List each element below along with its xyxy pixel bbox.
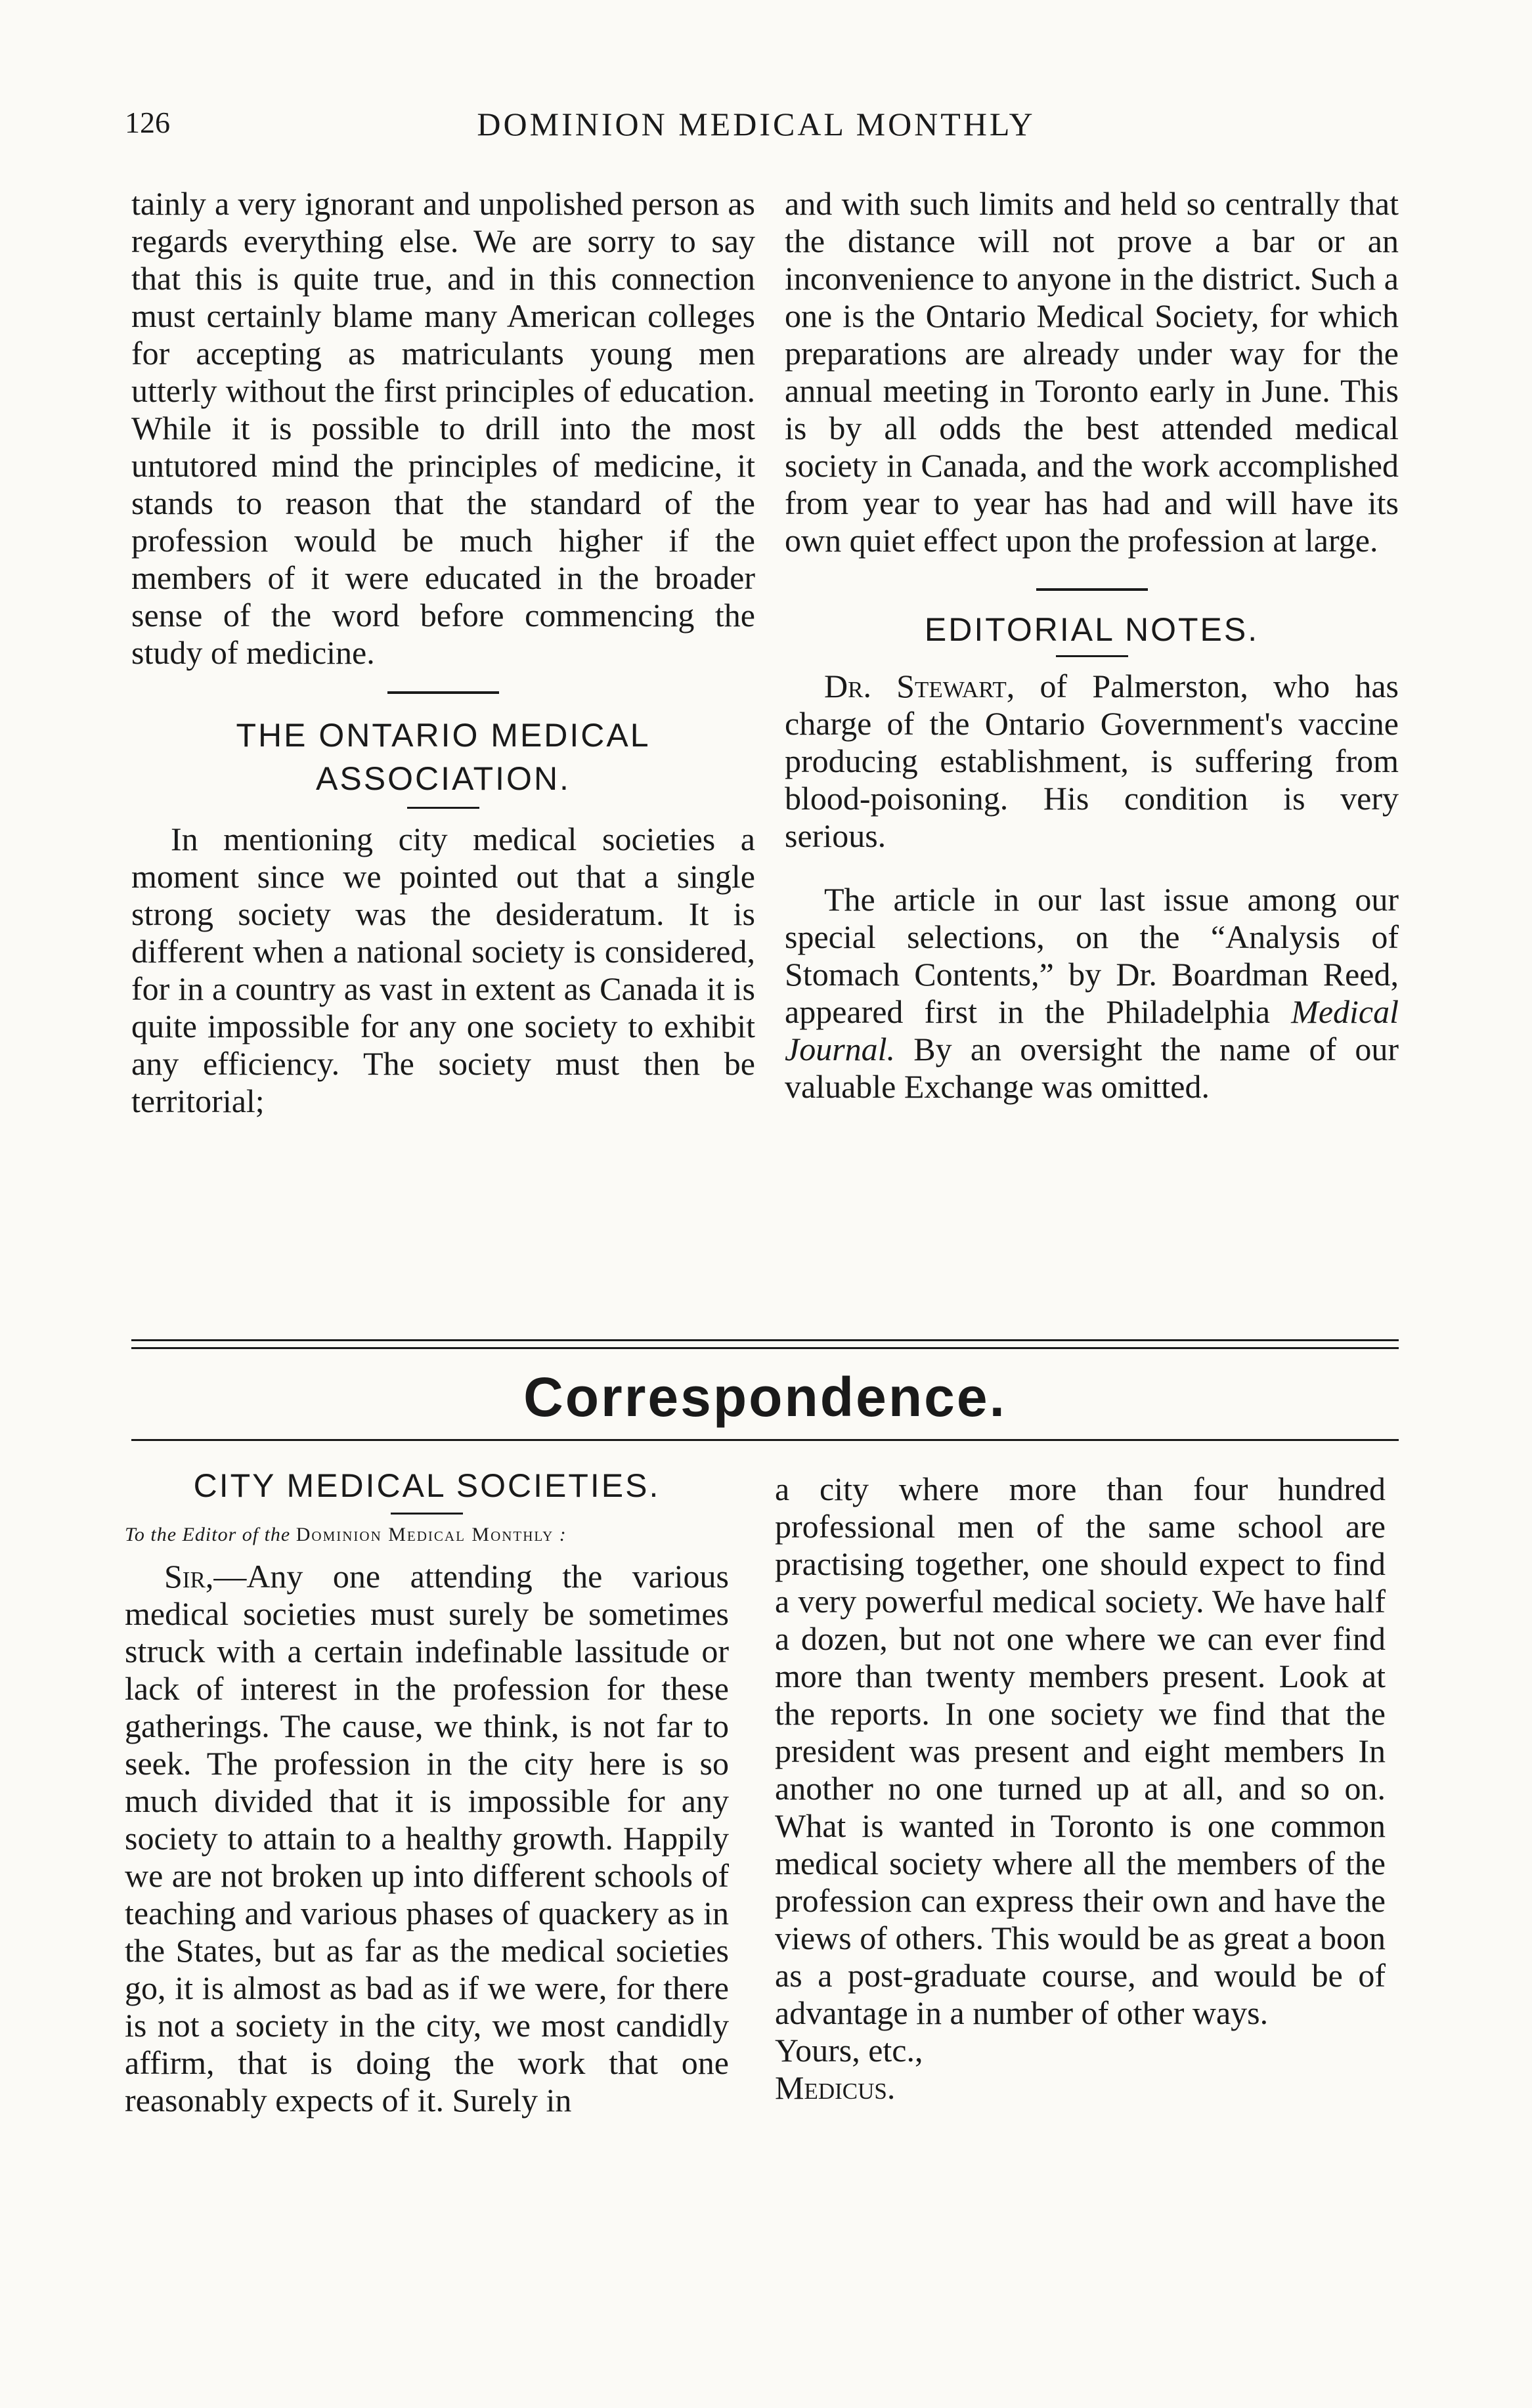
association-paragraph: In mentioning city medical societies a moment since we pointed out that a single strong society was the desideratum. It is different when a national society is considered, for in a country as vast in extent as Canada it is quite impossible for any one society to exhibit any efficiency. The society must then be territorial; — [131, 821, 755, 1119]
section-divider — [387, 691, 499, 694]
top-right-column — [785, 185, 1399, 1106]
title-underline — [1056, 655, 1128, 657]
editorial-note-2 — [785, 881, 1399, 1106]
letter-body-left — [125, 1558, 729, 2119]
title-underline — [391, 1513, 463, 1515]
running-title: DOMINION MEDICAL MONTHLY — [477, 106, 1036, 142]
letter-left-column — [125, 1464, 729, 2119]
note-text-before: The article in our last issue among our special selections, on the “Analysis of Stomach Contents,” by Dr. Boardman Reed, appeared first in the Philadelphia — [785, 881, 1399, 1030]
letter-text-left: ,—Any one attending the various medical societies must surely be sometimes struck with a certain indefinable lassitude or lack of interest in the profession for these gatherings. The cause, we think, is not far to seek. The profession in the city here is so much divided that it is impossible for any society to attain to a healthy growth. Happily we are not broken up into different schools of teaching and various phases of quackery as in the States, but as far as the medical societies go, it is almost as bad as if we were, for there is not a society in the city, we most candidly affirm, that is doing the work that one reasonably expects of it. Surely in — [125, 1558, 729, 2118]
association-continued-paragraph: and with such limits and held so centrally that the distance will not prove a bar or an inconvenience to anyone in the district. Such a one is the Ontario Medical Society, for which preparations are already under way for the annual meeting in Toronto early in June. This is by all odds the best attended medical society in Canada, and the work accomplished from year to year has had and will have its own quiet effect upon the profession at large. — [785, 185, 1399, 559]
letter-title: CITY MEDICAL SOCIETIES. — [193, 1467, 661, 1504]
running-header — [125, 105, 1388, 151]
letter-closing: Yours, etc., — [775, 2032, 923, 2069]
section-title-line1: THE ONTARIO MEDICAL — [236, 717, 651, 754]
continued-paragraph: tainly a very ignorant and unpolished person as regards everything else. We are sorry to say that this is quite true, and in this connection must certainly blame many American colleges for accepting as matriculants young men utterly without the first principles of education. While it is possible to drill into the most untutored mind the principles of medicine, it stands to reason that the standard of the profession would be much higher if the members of it were educated in the broader sense of the word before commencing the study of medicine. — [131, 185, 755, 671]
top-left-column — [131, 185, 755, 1120]
letter-salutation — [125, 1524, 729, 1546]
letter-right-column — [775, 1471, 1386, 2107]
editorial-note-1 — [785, 668, 1399, 855]
note-name: Dr. Stewart — [824, 668, 1007, 704]
section-title-line2: ASSOCIATION. — [316, 760, 571, 797]
letter-opening: Sir — [164, 1558, 206, 1595]
note-text-after: By an oversight the name of our valuable Exchange was omitted. — [785, 1031, 1399, 1105]
correspondence-title: Correspondence. — [523, 1366, 1007, 1428]
salutation-suffix: : — [559, 1524, 567, 1545]
letter-signature: Medicus. — [775, 2069, 896, 2106]
salutation-journal: Dominion Medical Monthly — [295, 1524, 554, 1545]
section-divider — [1036, 588, 1148, 591]
section-double-rule — [131, 1339, 1399, 1349]
title-underline — [407, 807, 479, 809]
correspondence-rule — [131, 1439, 1399, 1441]
journal-name: Medical Journal. — [785, 993, 1399, 1067]
page-number: 126 — [125, 106, 170, 139]
salutation-prefix: To the Editor of the — [125, 1524, 296, 1545]
section-title — [131, 714, 755, 800]
letter-body-right: a city where more than four hundred professional men of the same school are practising together, one should expect to find a very powerful medical society. We have half a dozen, but not one where we can ever find more than twenty members present. Look at the reports. In one society we find that the president was present and eight members In another no one turned up at all, and so on. What is wanted in Toronto is one common medical society where all the members of the profession can express their own and have the views of others. This would be as great a boon as a post-graduate course, and would be of advantage in a number of other ways. — [775, 1471, 1386, 2031]
note-text: , of Palmerston, who has charge of the Ontario Government's vaccine producing establishment, is suffering from blood-poisoning. His condition is very serious. — [785, 668, 1399, 854]
editorial-notes-title: EDITORIAL NOTES. — [924, 611, 1259, 648]
